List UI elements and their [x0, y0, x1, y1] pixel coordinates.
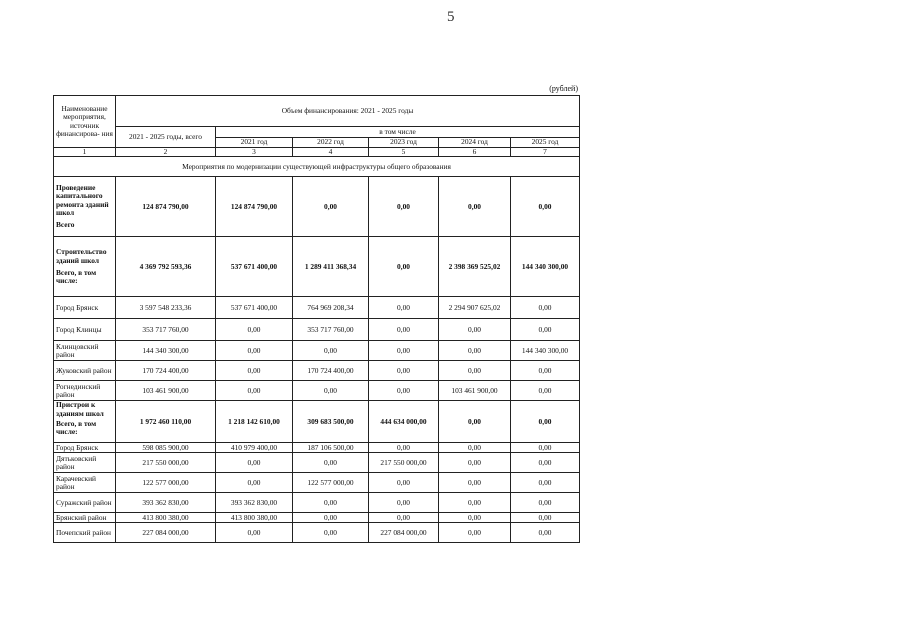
col-number: 2 — [116, 148, 216, 157]
value-cell: 0,00 — [369, 493, 439, 513]
value-cell: 537 671 400,00 — [216, 237, 293, 297]
value-cell: 0,00 — [439, 401, 511, 443]
value-cell: 0,00 — [511, 513, 580, 523]
value-cell: 0,00 — [293, 523, 369, 543]
value-cell: 353 717 760,00 — [116, 319, 216, 341]
value-cell: 353 717 760,00 — [293, 319, 369, 341]
row-title: Пристрои к зданиям школ — [56, 400, 104, 418]
table-row — [54, 523, 580, 543]
value-cell: 410 979 400,00 — [216, 443, 293, 453]
row-name: Жуковский район — [54, 361, 116, 381]
row-name — [54, 177, 116, 237]
row-name — [54, 237, 116, 297]
value-cell: 2 294 907 625,02 — [439, 297, 511, 319]
table-row — [54, 297, 580, 319]
col-number: 3 — [216, 148, 293, 157]
value-cell: 217 550 000,00 — [369, 453, 439, 473]
financing-table — [53, 95, 580, 543]
value-cell: 0,00 — [439, 361, 511, 381]
row-subtitle: Всего, в том числе: — [56, 418, 97, 437]
value-cell: 187 106 500,00 — [293, 443, 369, 453]
value-cell: 103 461 900,00 — [439, 381, 511, 401]
table-row — [54, 443, 580, 453]
header-year-2024: 2024 год — [439, 138, 511, 148]
value-cell: 0,00 — [216, 319, 293, 341]
column-numbers-row — [54, 148, 580, 157]
value-cell: 0,00 — [511, 361, 580, 381]
col-number: 1 — [54, 148, 116, 157]
value-cell: 0,00 — [511, 177, 580, 237]
value-cell: 144 340 300,00 — [511, 341, 580, 361]
value-cell: 0,00 — [369, 297, 439, 319]
row-subtitle: Всего, в том числе: — [56, 267, 97, 286]
value-cell: 413 800 380,00 — [116, 513, 216, 523]
value-cell: 537 671 400,00 — [216, 297, 293, 319]
value-cell: 0,00 — [439, 341, 511, 361]
value-cell: 122 577 000,00 — [293, 473, 369, 493]
section-title: Мероприятия по модернизации существующей инфраструктуры общего образования — [54, 157, 580, 177]
value-cell: 0,00 — [511, 453, 580, 473]
value-cell: 309 683 500,00 — [293, 401, 369, 443]
value-cell: 0,00 — [369, 341, 439, 361]
header-financing-title: Объем финансирования: 2021 - 2025 годы — [116, 96, 580, 127]
value-cell: 0,00 — [439, 513, 511, 523]
value-cell: 3 597 548 233,36 — [116, 297, 216, 319]
value-cell: 0,00 — [216, 473, 293, 493]
value-cell: 124 874 790,00 — [216, 177, 293, 237]
header-total-col: 2021 - 2025 годы, всего — [116, 127, 216, 148]
header-year-2022: 2022 год — [293, 138, 369, 148]
value-cell: 122 577 000,00 — [116, 473, 216, 493]
header-year-2021: 2021 год — [216, 138, 293, 148]
value-cell: 1 972 460 110,00 — [116, 401, 216, 443]
row-name: Рогнединский район — [54, 381, 116, 401]
value-cell: 1 218 142 610,00 — [216, 401, 293, 443]
row-name: Карачевский район — [54, 473, 116, 493]
value-cell: 0,00 — [511, 297, 580, 319]
value-cell: 413 800 380,00 — [216, 513, 293, 523]
row-name: Брянский район — [54, 513, 116, 523]
value-cell: 0,00 — [369, 473, 439, 493]
value-cell: 0,00 — [511, 493, 580, 513]
row-subtitle: Всего — [56, 220, 75, 230]
row-name: Клинцовский район — [54, 341, 116, 361]
value-cell: 0,00 — [369, 381, 439, 401]
value-cell: 0,00 — [369, 177, 439, 237]
value-cell: 0,00 — [511, 523, 580, 543]
value-cell: 0,00 — [293, 177, 369, 237]
table-row — [54, 513, 580, 523]
value-cell: 0,00 — [369, 319, 439, 341]
value-cell: 0,00 — [293, 493, 369, 513]
value-cell: 0,00 — [293, 513, 369, 523]
row-title: Строительство зданий школ — [56, 247, 107, 265]
row-name: Город Брянск — [54, 297, 116, 319]
value-cell: 0,00 — [439, 177, 511, 237]
value-cell: 0,00 — [293, 453, 369, 473]
table-row — [54, 361, 580, 381]
value-cell: 0,00 — [511, 381, 580, 401]
value-cell: 0,00 — [439, 523, 511, 543]
value-cell: 0,00 — [511, 319, 580, 341]
value-cell: 1 289 411 368,34 — [293, 237, 369, 297]
header-year-2025: 2025 год — [511, 138, 580, 148]
value-cell: 227 084 000,00 — [369, 523, 439, 543]
page-number: 5 — [447, 9, 455, 25]
col-number: 5 — [369, 148, 439, 157]
value-cell: 0,00 — [439, 319, 511, 341]
value-cell: 124 874 790,00 — [116, 177, 216, 237]
value-cell: 0,00 — [293, 341, 369, 361]
value-cell: 0,00 — [439, 473, 511, 493]
col-number: 4 — [293, 148, 369, 157]
row-name: Город Брянск — [54, 443, 116, 453]
table-row — [54, 453, 580, 473]
value-cell: 0,00 — [216, 341, 293, 361]
value-cell: 0,00 — [511, 443, 580, 453]
value-cell: 217 550 000,00 — [116, 453, 216, 473]
value-cell: 2 398 369 525,02 — [439, 237, 511, 297]
row-name: Почепский район — [54, 523, 116, 543]
row-name: Дятьковский район — [54, 453, 116, 473]
row-title: Проведение капитального ремонта зданий школ — [56, 183, 109, 217]
value-cell: 0,00 — [511, 401, 580, 443]
value-cell: 0,00 — [439, 443, 511, 453]
value-cell: 764 969 208,34 — [293, 297, 369, 319]
col-number: 7 — [511, 148, 580, 157]
row-name: Город Клинцы — [54, 319, 116, 341]
table-row — [54, 401, 580, 443]
value-cell: 393 362 830,00 — [116, 493, 216, 513]
value-cell: 0,00 — [369, 443, 439, 453]
value-cell: 0,00 — [216, 453, 293, 473]
value-cell: 170 724 400,00 — [116, 361, 216, 381]
header-name-cell: Наименование мероприятия, источник финансирова- ния — [54, 96, 116, 148]
table-row — [54, 381, 580, 401]
row-name: Суражский район — [54, 493, 116, 513]
table-row — [54, 237, 580, 297]
header-including: в том числе — [216, 127, 580, 138]
unit-label: (рублей) — [549, 84, 578, 93]
value-cell: 598 085 900,00 — [116, 443, 216, 453]
value-cell: 0,00 — [216, 381, 293, 401]
value-cell: 0,00 — [216, 523, 293, 543]
col-number: 6 — [439, 148, 511, 157]
value-cell: 170 724 400,00 — [293, 361, 369, 381]
value-cell: 227 084 000,00 — [116, 523, 216, 543]
value-cell: 0,00 — [369, 361, 439, 381]
row-name — [54, 401, 116, 443]
table-row — [54, 319, 580, 341]
value-cell: 0,00 — [369, 513, 439, 523]
value-cell: 0,00 — [439, 453, 511, 473]
table-row — [54, 341, 580, 361]
value-cell: 0,00 — [369, 237, 439, 297]
value-cell: 0,00 — [216, 361, 293, 381]
table-row — [54, 473, 580, 493]
value-cell: 0,00 — [293, 381, 369, 401]
value-cell: 0,00 — [511, 473, 580, 493]
value-cell: 444 634 000,00 — [369, 401, 439, 443]
value-cell: 0,00 — [439, 493, 511, 513]
table-row — [54, 177, 580, 237]
value-cell: 103 461 900,00 — [116, 381, 216, 401]
value-cell: 144 340 300,00 — [116, 341, 216, 361]
table-row — [54, 493, 580, 513]
value-cell: 393 362 830,00 — [216, 493, 293, 513]
value-cell: 4 369 792 593,36 — [116, 237, 216, 297]
value-cell: 144 340 300,00 — [511, 237, 580, 297]
header-year-2023: 2023 год — [369, 138, 439, 148]
